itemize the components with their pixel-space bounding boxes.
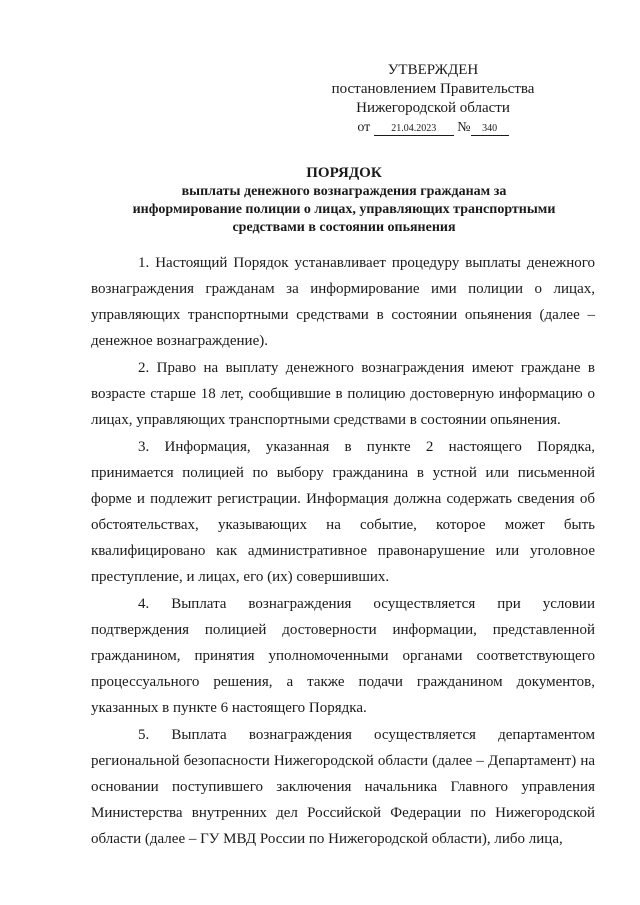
approval-date-line — [318, 118, 548, 137]
number-prefix: № — [457, 120, 471, 135]
title-heading: ПОРЯДОК — [306, 165, 382, 181]
approval-region-line: Нижегородской области — [356, 100, 510, 116]
title-subtitle-line-3: средствами в состоянии опьянения — [232, 220, 456, 235]
date-prefix: от — [357, 120, 371, 135]
paragraph-3: 3. Информация, указанная в пункте 2 настоящего Порядка, принимается полицией по выбору гражданина в устной или письменной форме и подлежит регистрации. Информация должна содержать сведения об обстоятельствах, указывающих на событие, которое может быть квалифицировано как административное правонарушение или уголовное преступление, и лицах, его (их) совершивших. — [91, 439, 595, 585]
document-body — [91, 250, 595, 852]
title-subtitle-line-2: информирование полиции о лицах, управляющих транспортными — [132, 202, 556, 217]
paragraph-4: 4. Выплата вознаграждения осуществляется при условии подтверждения полицией достоверности информации, представленной гражданином, принятия уполномоченными органами соответствующего процессуального решения, а также подачи гражданином документов, указанных в пункте 6 настоящего Порядка. — [91, 596, 595, 716]
paragraph-1: 1. Настоящий Порядок устанавливает процедуру выплаты денежного вознаграждения гражданам за информирование ими полиции о лицах, управляющих транспортными средствами в состоянии опьянения (далее – денежное вознаграждение). — [91, 255, 595, 349]
approval-number: 340 — [471, 123, 509, 136]
approval-authority-line: постановлением Правительства — [331, 81, 535, 97]
approval-date: 21.04.2023 — [374, 123, 454, 136]
approved-label: УТВЕРЖДЕН — [387, 62, 479, 78]
paragraph-5: 5. Выплата вознаграждения осуществляется департаментом региональной безопасности Нижегородской области (далее – Департамент) на основании поступившего заключения начальника Главного управления Министерства внутренних дел Российской Федерации по Нижегородской области (далее – ГУ МВД России по Нижегородской области), либо лица, — [91, 727, 595, 847]
title-subtitle-line-1: выплаты денежного вознаграждения гражданам за — [181, 184, 507, 199]
document-title — [94, 164, 594, 237]
approval-stamp — [318, 61, 548, 137]
paragraph-2: 2. Право на выплату денежного вознаграждения имеют граждане в возрасте старше 18 лет, сообщившие в полицию достоверную информацию о лицах, управляющих транспортными средствами в состоянии опьянения. — [91, 360, 595, 428]
